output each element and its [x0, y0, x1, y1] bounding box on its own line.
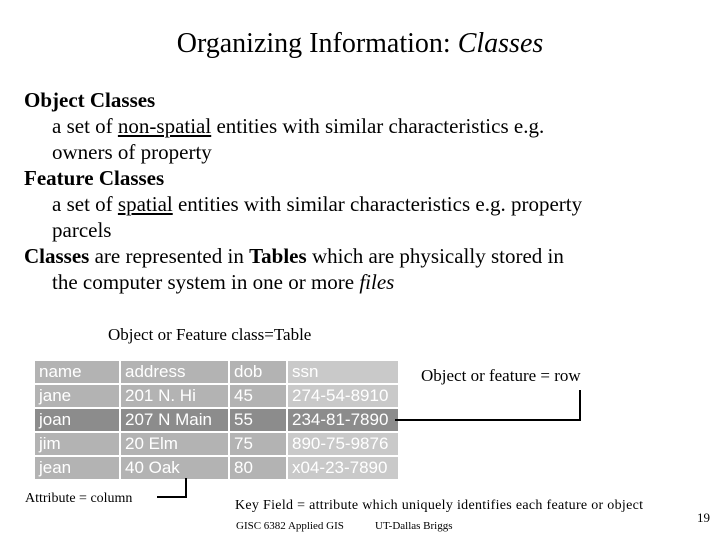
classes-statement-cont [52, 270, 394, 295]
text-fragment: a set of [52, 192, 118, 216]
column-annotation: Attribute = column [25, 491, 133, 506]
table-cell: 201 N. Hi [121, 385, 228, 407]
table-row [35, 433, 398, 455]
column-header: name [35, 361, 119, 383]
page-number: 19 [697, 510, 710, 525]
feature-classes-example [52, 218, 111, 243]
text-fragment: the computer system in one or more [52, 270, 360, 294]
table-cell: 80 [230, 457, 286, 479]
attribute-table [33, 359, 400, 481]
table-row-highlighted [35, 409, 398, 431]
object-classes-example [52, 140, 212, 165]
table-header-row [35, 361, 398, 383]
column-header: dob [230, 361, 286, 383]
object-classes-heading [24, 88, 155, 113]
classes-statement [24, 244, 564, 269]
object-classes-term: Object Classes [24, 88, 156, 112]
footer-course: GISC 6382 Applied GIS [236, 520, 344, 532]
table-caption: Object or Feature class=Table [108, 325, 312, 344]
object-classes-definition [52, 114, 544, 139]
table-cell: 40 Oak [121, 457, 228, 479]
slide-title [0, 28, 720, 60]
column-callout-line [185, 478, 187, 498]
table-row [35, 385, 398, 407]
table-cell: 207 N Main [121, 409, 228, 431]
bold-term: Tables [249, 244, 307, 268]
column-callout-line [157, 496, 186, 498]
text-fragment: are represented in [89, 244, 250, 268]
text-fragment: a set of [52, 114, 118, 138]
table-cell: 890-75-9876 [288, 433, 398, 455]
table-cell: 75 [230, 433, 286, 455]
underlined-term: spatial [117, 192, 173, 216]
underlined-term: non-spatial [117, 114, 212, 138]
row-annotation: Object or feature = row [421, 366, 581, 385]
feature-classes-term: Feature Classes [24, 166, 165, 190]
table-cell: 20 Elm [121, 433, 228, 455]
table-cell: jim [35, 433, 119, 455]
italic-term: files [359, 270, 395, 294]
key-field-annotation: Key Field = attribute which uniquely identifies each feature or object [235, 498, 644, 513]
text-fragment: which are physically stored in [306, 244, 564, 268]
table-cell: joan [35, 409, 119, 431]
bold-term: Classes [24, 244, 90, 268]
row-callout-line [395, 419, 581, 421]
table-row [35, 457, 398, 479]
title-main: Organizing Information: [176, 28, 458, 59]
table-cell: 45 [230, 385, 286, 407]
table-cell: jane [35, 385, 119, 407]
feature-classes-definition [52, 192, 582, 217]
text-fragment: owners of property [52, 140, 212, 164]
row-callout-line [579, 390, 581, 420]
title-italic: Classes [457, 28, 544, 59]
text-fragment: entities with similar characteristics e.g. property [172, 192, 583, 216]
table-cell: 234-81-7890 [288, 409, 398, 431]
text-fragment: entities with similar characteristics e.g. [211, 114, 545, 138]
column-header: ssn [288, 361, 398, 383]
text-fragment: parcels [52, 218, 112, 242]
table-cell: 55 [230, 409, 286, 431]
table-cell: 274-54-8910 [288, 385, 398, 407]
feature-classes-heading [24, 166, 164, 191]
column-header: address [121, 361, 228, 383]
footer-author: UT-Dallas Briggs [375, 520, 453, 532]
table-cell: x04-23-7890 [288, 457, 398, 479]
table-cell: jean [35, 457, 119, 479]
